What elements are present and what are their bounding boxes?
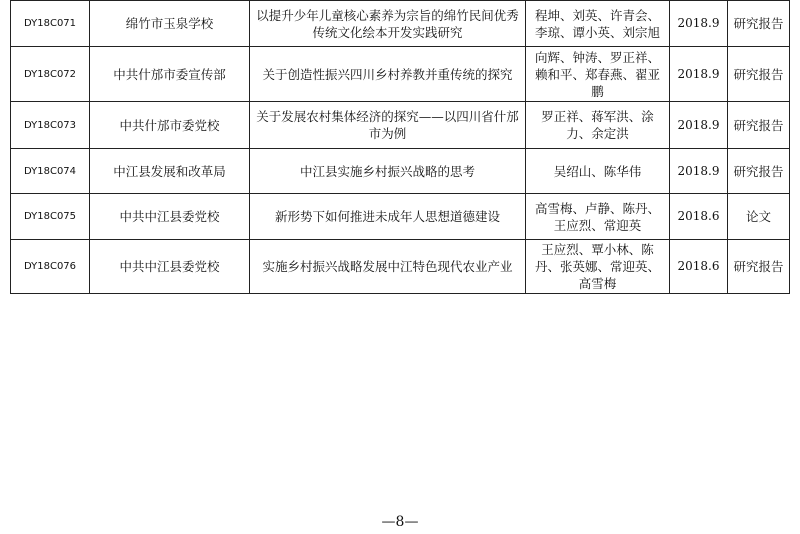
table-row: [11, 194, 790, 240]
unit-cell: 中共什邡市委党校: [90, 102, 250, 149]
title-cell: 新形势下如何推进未成年人思想道德建设: [250, 194, 526, 240]
authors-cell: 程坤、刘英、许青会、李琼、谭小英、刘宗旭: [526, 1, 670, 47]
table-row: [11, 240, 790, 294]
unit-cell: 中江县发展和改革局: [90, 149, 250, 194]
date-cell: 2018.9: [670, 47, 728, 102]
authors-cell: 高雪梅、卢静、陈丹、王应烈、常迎英: [526, 194, 670, 240]
page-number: —8—: [381, 514, 419, 530]
unit-cell: 中共中江县委党校: [90, 240, 250, 294]
date-cell: 2018.9: [670, 102, 728, 149]
type-cell: 研究报告: [728, 1, 790, 47]
date-cell: 2018.9: [670, 149, 728, 194]
unit-cell: 中共中江县委党校: [90, 194, 250, 240]
type-cell: 研究报告: [728, 240, 790, 294]
code-cell: DY18C071: [11, 1, 90, 47]
title-cell: 关于发展农村集体经济的探究——以四川省什邡市为例: [250, 102, 526, 149]
type-cell: 研究报告: [728, 149, 790, 194]
date-cell: 2018.6: [670, 194, 728, 240]
code-cell: DY18C072: [11, 47, 90, 102]
authors-cell: 王应烈、覃小林、陈丹、张英娜、常迎英、高雪梅: [526, 240, 670, 294]
type-cell: 论文: [728, 194, 790, 240]
achievements-table: [10, 0, 790, 294]
type-cell: 研究报告: [728, 102, 790, 149]
table-row: [11, 47, 790, 102]
table-row: [11, 149, 790, 194]
authors-cell: 罗正祥、蒋军洪、涂力、余定洪: [526, 102, 670, 149]
type-cell: 研究报告: [728, 47, 790, 102]
title-cell: 关于创造性振兴四川乡村养教并重传统的探究: [250, 47, 526, 102]
date-cell: 2018.6: [670, 240, 728, 294]
code-cell: DY18C075: [11, 194, 90, 240]
authors-cell: 向辉、钟涛、罗正祥、赖和平、郑春燕、翟亚鹏: [526, 47, 670, 102]
code-cell: DY18C073: [11, 102, 90, 149]
title-cell: 实施乡村振兴战略发展中江特色现代农业产业: [250, 240, 526, 294]
title-cell: 中江县实施乡村振兴战略的思考: [250, 149, 526, 194]
date-cell: 2018.9: [670, 1, 728, 47]
table-row: [11, 1, 790, 47]
title-cell: 以提升少年儿童核心素养为宗旨的绵竹民间优秀传统文化绘本开发实践研究: [250, 1, 526, 47]
code-cell: DY18C074: [11, 149, 90, 194]
unit-cell: 绵竹市玉泉学校: [90, 1, 250, 47]
unit-cell: 中共什邡市委宣传部: [90, 47, 250, 102]
table-row: [11, 102, 790, 149]
code-cell: DY18C076: [11, 240, 90, 294]
authors-cell: 吴绍山、陈华伟: [526, 149, 670, 194]
